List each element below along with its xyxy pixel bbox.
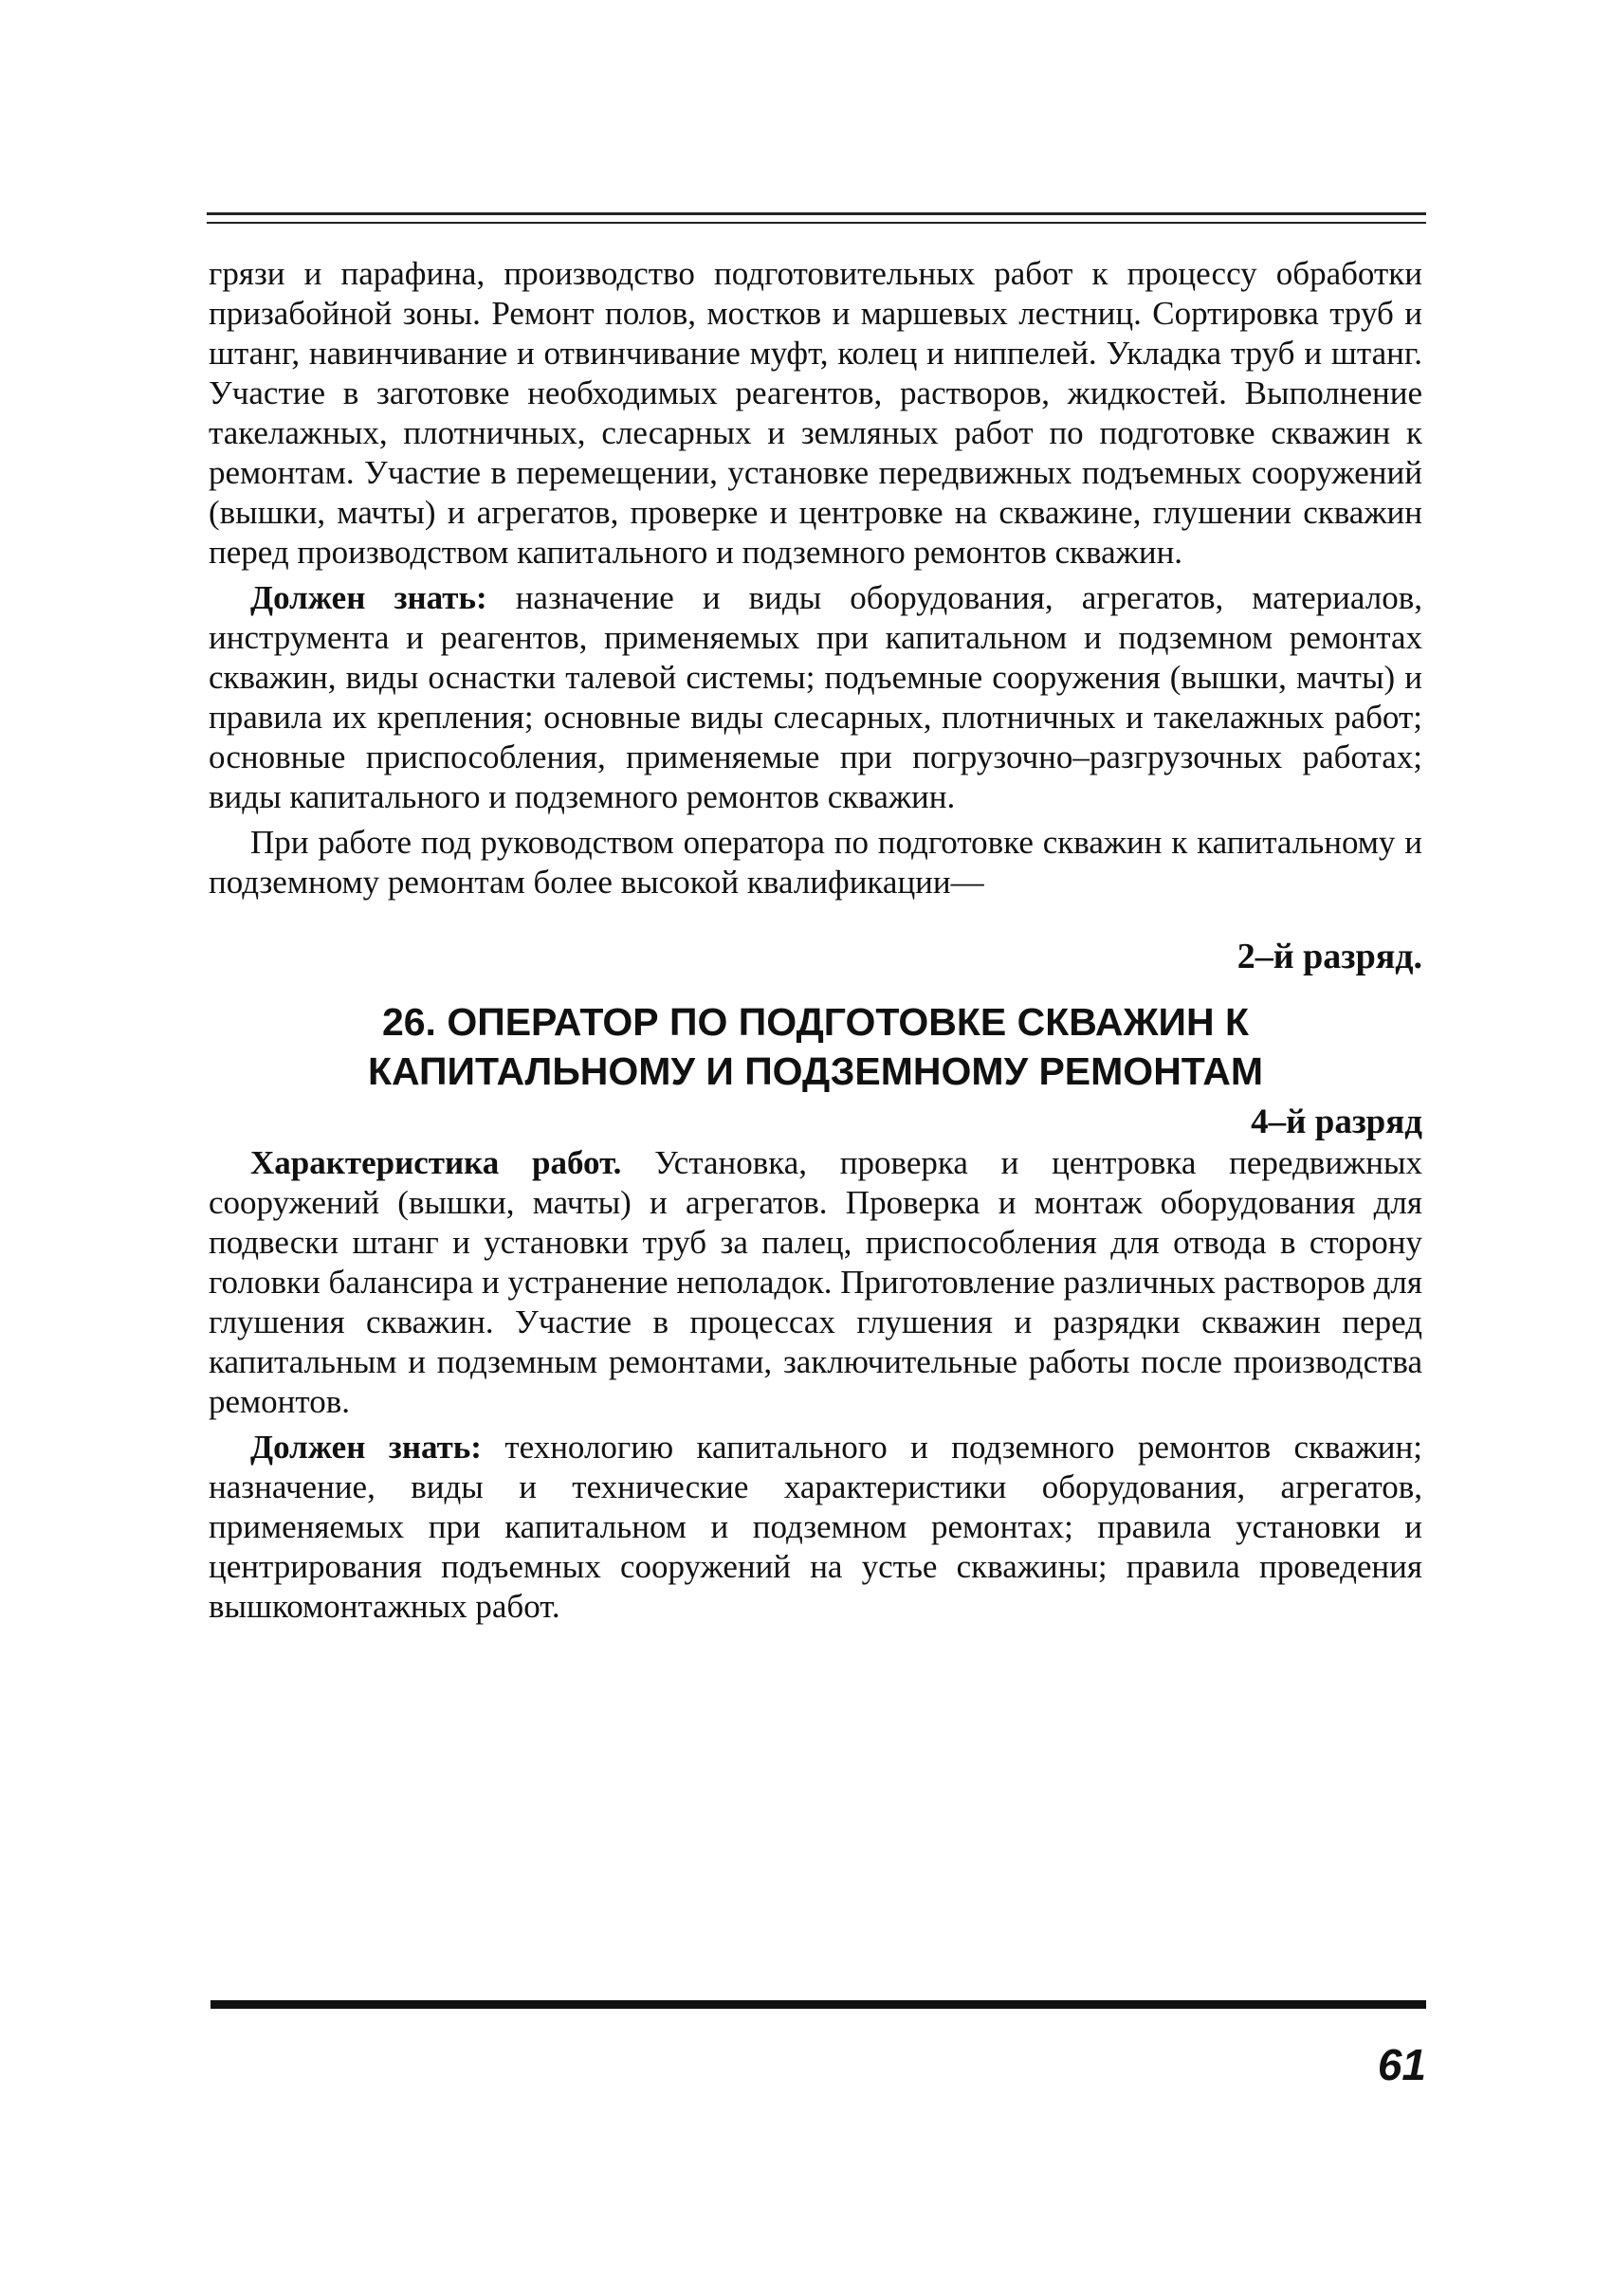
section-title-line-2: КАПИТАЛЬНОМУ И ПОДЗЕМНОМУ РЕМОНТАМ: [367, 1049, 1264, 1093]
text-column: [209, 254, 1422, 1632]
paragraph-lead-must-know: Должен знать:: [250, 579, 487, 616]
paragraph-continued-duties: грязи и парафина, производство подготовительных работ к процессу обработки призабойной зоны. Ремонт полов, мостков и маршевых лестниц. Сортировка труб и штанг, навинчивание и отвинчивание муфт, колец и ниппелей. Укладка труб и штанг. Участие в заготовке необходимых реагентов, растворов, жидкостей. Выполнение такелажных, плотничных, слесарных и земляных работ по подготовке скважин к ремонтам. Участие в перемещении, установке передвижных подъемных сооружений (вышки, мачты) и агрегатов, проверке и центровке на скважине, глушении скважин перед производством капитального и подземного ремонтов скважин.: [209, 255, 1422, 571]
paragraph-text-work-characteristics: Установка, проверка и центровка передвижных сооружений (вышки, мачты) и агрегатов. Проверка и монтаж оборудования для подвески штанг и установки труб за палец, приспособления для отвода в сторону головки балансира и устранение неполадок. Приготовление различных растворов для глушения скважин. Участие в процессах глушения и разрядки скважин перед капитальным и подземным ремонтами, заключительные работы после производства ремонтов.: [209, 1144, 1422, 1420]
paragraph-lead-work-characteristics: Характеристика работ.: [250, 1144, 622, 1181]
paragraph-required-knowledge-grade-2: [209, 578, 1422, 817]
paragraph-work-characteristics: [209, 1143, 1422, 1422]
header-rule-thin: [207, 212, 1426, 215]
paragraph-text-must-know-2: технологию капитального и подземного ремонтов скважин; назначение, виды и технические характеристики оборудования, агрегатов, применяемых при капитальном и подземном ремонтах; правила установки и центрирования подъемных сооружений на устье скважины; правила проведения вышкомонтажных работ.: [209, 1429, 1422, 1625]
grade-label-2: 2–й разряд.: [1236, 937, 1422, 976]
header-rule-thin-2: [207, 222, 1426, 224]
paragraph-required-knowledge-grade-4: [209, 1428, 1422, 1627]
paragraph-lead-must-know-2: Должен знать:: [250, 1429, 482, 1466]
paragraph-text-must-know: назначение и виды оборудования, агрегатов, материалов, инструмента и реагентов, применяемых при капитальном и подземном ремонтах скважин, виды оснастки талевой системы; подъемные сооружения (вышки, мачты) и правила их крепления; основные виды слесарных, плотничных и такелажных работ; основные приспособления, применяемые при погрузочно–разгрузочных работах; виды капитального и подземного ремонтов скважин.: [209, 579, 1422, 815]
footer-rule: [211, 2000, 1426, 2009]
section-title-line-1: 26. ОПЕРАТОР ПО ПОДГОТОВКЕ СКВАЖИН К: [381, 1000, 1250, 1044]
grade-label-4: 4–й разряд: [1251, 1102, 1422, 1141]
page-number: 61: [1377, 2040, 1426, 2089]
paragraph-supervised-work: При работе под руководством оператора по подготовке скважин к капитальному и подземному ремонтам более высокой квалификации—: [209, 824, 1422, 901]
section-title: [209, 997, 1422, 1096]
